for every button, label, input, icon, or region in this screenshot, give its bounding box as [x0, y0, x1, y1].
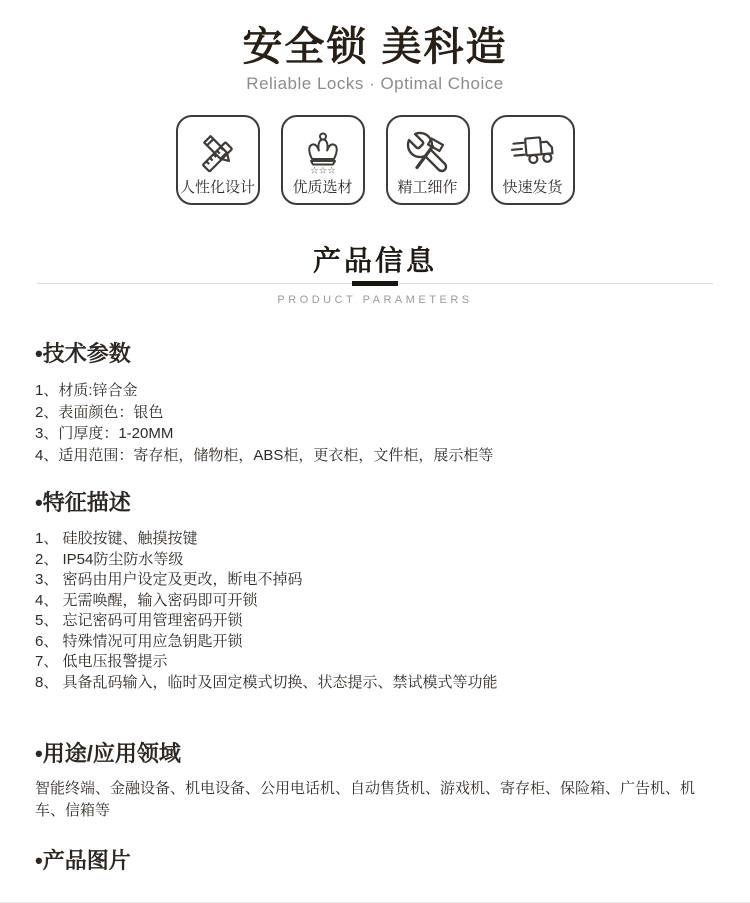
applications-heading: •用途/应用领域	[35, 741, 181, 766]
tech-param-item: 4、适用范围：寄存柜，储物柜，ABS柜，更衣柜，文件柜，展示柜等	[35, 446, 494, 464]
feature-badge-label: 人性化设计	[179, 179, 255, 196]
tech-param-item: 2、表面颜色：银色	[35, 403, 164, 421]
feature-desc-item: 4、 无需唤醒，输入密码即可开锁	[35, 591, 258, 609]
tech-param-item: 3、门厚度：1-20MM	[35, 425, 174, 442]
tech-param-item: 1、材质:锌合金	[35, 382, 138, 399]
product-images-heading: •产品图片	[35, 848, 131, 873]
wrench-hammer-icon	[404, 128, 452, 178]
feature-desc-item: 1、 硅胶按键、触摸按键	[35, 530, 198, 547]
feature-desc-heading: •特征描述	[35, 490, 131, 515]
feature-desc-list	[35, 529, 715, 693]
feature-badge-quality	[281, 115, 365, 205]
section-subtitle-en: PRODUCT PARAMETERS	[277, 294, 473, 306]
tech-params-list	[35, 380, 715, 466]
tech-params-heading: •技术参数	[35, 341, 131, 366]
section-title: 产品信息	[312, 245, 437, 276]
feature-badges-row	[0, 115, 750, 205]
brand-header	[0, 0, 750, 94]
feature-badge-label: 快速发货	[502, 179, 563, 196]
feature-badge-craft	[386, 115, 470, 205]
feature-badge-label: 优质选材	[292, 179, 353, 196]
product-info-header	[0, 245, 750, 306]
page-title: 安全锁 美科造	[242, 25, 508, 69]
feature-desc-item: 3、 密码由用户设定及更改，断电不掉码	[35, 571, 303, 588]
feature-desc-item: 5、 忘记密码可用管理密码开锁	[35, 612, 243, 629]
feature-desc-item: 7、 低电压报警提示	[35, 653, 168, 670]
crown-stars: ☆☆☆	[309, 165, 336, 177]
feature-desc-item: 2、 IP54防尘防水等级	[35, 550, 184, 568]
feature-desc-item: 6、 特殊情况可用应急钥匙开锁	[35, 632, 243, 650]
feature-desc-item: 8、 具备乱码输入，临时及固定模式切换、状态提示、禁试模式等功能	[35, 673, 498, 691]
divider-accent-bar	[352, 281, 398, 286]
crown-icon	[299, 128, 347, 178]
ruler-pencil-icon	[194, 128, 242, 178]
feature-badge-shipping	[491, 115, 575, 205]
applications-text: 智能终端、金融设备、机电设备、公用电话机、自动售货机、游戏机、寄存柜、保险箱、广告机、机车、信箱等	[35, 780, 696, 819]
section-divider	[0, 281, 750, 287]
feature-badge-design	[176, 115, 260, 205]
page-subtitle: Reliable Locks · Optimal Choice	[246, 74, 504, 93]
truck-icon	[509, 128, 557, 178]
product-info-body	[0, 341, 750, 874]
feature-badge-label: 精工细作	[397, 179, 458, 196]
